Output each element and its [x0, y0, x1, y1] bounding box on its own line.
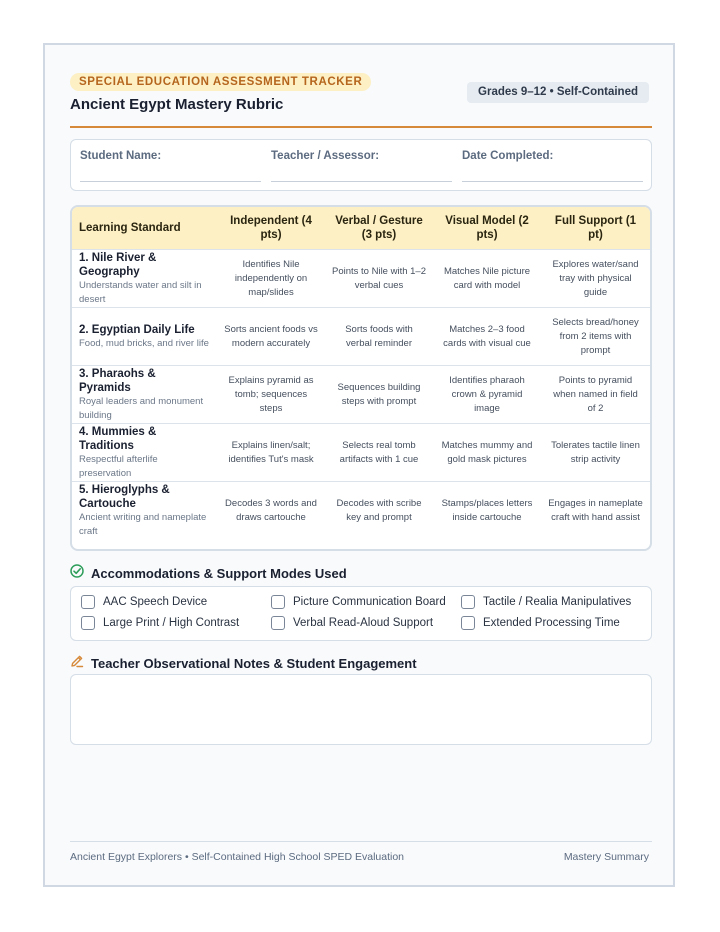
rubric-cell: Explains linen/salt; identifies Tut's mask	[217, 424, 325, 482]
header-divider	[70, 126, 652, 128]
standard-title: 5. Hieroglyphs & Cartouche	[79, 483, 170, 510]
table-row	[72, 366, 650, 424]
rubric-table	[70, 205, 652, 551]
standard-title: 2. Egyptian Daily Life	[79, 323, 195, 336]
standard-subtitle: Understands water and silt in desert	[79, 279, 202, 305]
standard-title: 3. Pharaohs & Pyramids	[79, 367, 156, 394]
table-row	[72, 424, 650, 482]
date-field[interactable]	[462, 140, 643, 190]
checkbox-extended-processing[interactable]	[461, 616, 620, 630]
checkbox[interactable]	[461, 616, 475, 630]
table-row	[72, 482, 650, 540]
rubric-cell: Selects bread/honey from 2 items with prompt	[541, 308, 650, 366]
footer-right-text: Mastery Summary	[563, 851, 649, 863]
student-name-field[interactable]	[80, 140, 261, 190]
header-standard: Learning Standard	[72, 207, 217, 250]
checkbox-label: Tactile / Realia Manipulatives	[483, 596, 632, 608]
notes-heading	[70, 654, 417, 673]
checkbox-aac-speech-device[interactable]	[81, 595, 207, 609]
checkbox-picture-communication-board[interactable]	[271, 595, 446, 609]
accommodations-title: Accommodations & Support Modes Used	[91, 566, 347, 581]
pencil-icon	[70, 654, 84, 673]
rubric-cell: Tolerates tactile linen strip activity	[541, 424, 650, 482]
checkbox[interactable]	[81, 595, 95, 609]
date-line[interactable]	[462, 181, 643, 182]
rubric-cell: Matches 2–3 food cards with visual cue	[433, 308, 541, 366]
rubric-cell: Explores water/sand tray with physical guide	[541, 250, 650, 308]
rubric-cell: Identifies pharaoh crown & pyramid image	[433, 366, 541, 424]
rubric-cell: Selects real tomb artifacts with 1 cue	[325, 424, 433, 482]
standard-cell	[72, 424, 217, 482]
standard-subtitle: Ancient writing and nameplate craft	[79, 511, 207, 537]
date-label: Date Completed:	[462, 150, 554, 162]
checkbox-label: Picture Communication Board	[293, 596, 446, 608]
standard-cell	[72, 308, 217, 366]
header-full-support: Full Support (1 pt)	[541, 207, 650, 250]
header-verbal: Verbal / Gesture (3 pts)	[325, 207, 433, 250]
notes-textarea[interactable]	[70, 674, 652, 745]
checkbox[interactable]	[81, 616, 95, 630]
table-row	[72, 250, 650, 308]
rubric-cell: Explains pyramid as tomb; sequences steps	[217, 366, 325, 424]
rubric-cell: Engages in nameplate craft with hand assist	[541, 482, 650, 540]
checkbox-verbal-read-aloud[interactable]	[271, 616, 433, 630]
rubric-cell: Decodes 3 words and draws cartouche	[217, 482, 325, 540]
footer-left-text: Ancient Egypt Explorers • Self-Contained High School SPED Evaluation	[70, 851, 405, 863]
teacher-label: Teacher / Assessor:	[271, 150, 380, 162]
standard-subtitle: Respectful afterlife preservation	[79, 453, 158, 479]
header-independent: Independent (4 pts)	[217, 207, 325, 250]
checkbox-label: Extended Processing Time	[483, 617, 620, 629]
rubric-cell: Decodes with scribe key and prompt	[325, 482, 433, 540]
rubric-cell: Points to pyramid when named in field of 2	[541, 366, 650, 424]
rubric-cell: Sorts ancient foods vs modern accurately	[217, 308, 325, 366]
table-row	[72, 308, 650, 366]
rubric-cell: Points to Nile with 1–2 verbal cues	[325, 250, 433, 308]
accommodations-heading	[70, 564, 347, 583]
standard-cell	[72, 250, 217, 308]
grade-badge: Grades 9–12 • Self-Contained	[467, 82, 649, 103]
page-title: Ancient Egypt Mastery Rubric	[70, 96, 284, 113]
rubric-cell: Stamps/places letters inside cartouche	[433, 482, 541, 540]
footer-divider	[70, 841, 652, 842]
teacher-field[interactable]	[271, 140, 452, 190]
standard-subtitle: Food, mud bricks, and river life	[79, 337, 209, 349]
checkbox[interactable]	[271, 616, 285, 630]
standard-cell	[72, 482, 217, 540]
checkbox-label: Verbal Read-Aloud Support	[293, 617, 434, 629]
rubric-cell: Sequences building steps with prompt	[325, 366, 433, 424]
standard-title: 4. Mummies & Traditions	[79, 425, 157, 452]
student-name-line[interactable]	[80, 181, 261, 182]
checkbox-label: Large Print / High Contrast	[103, 617, 240, 629]
checkbox[interactable]	[461, 595, 475, 609]
checkbox-label: AAC Speech Device	[103, 596, 208, 608]
rubric-cell: Identifies Nile independently on map/slides	[217, 250, 325, 308]
accommodations-box	[70, 586, 652, 641]
notes-title: Teacher Observational Notes & Student Engagement	[91, 656, 417, 671]
teacher-line[interactable]	[271, 181, 452, 182]
standard-title: 1. Nile River & Geography	[79, 251, 157, 278]
rubric-cell: Matches Nile picture card with model	[433, 250, 541, 308]
rubric-header-row	[72, 207, 650, 250]
student-info-box	[70, 139, 652, 191]
student-name-label: Student Name:	[80, 150, 162, 162]
standard-cell	[72, 366, 217, 424]
checkbox[interactable]	[271, 595, 285, 609]
rubric-cell: Sorts foods with verbal reminder	[325, 308, 433, 366]
tracker-tag: SPECIAL EDUCATION ASSESSMENT TRACKER	[70, 73, 371, 91]
rubric-cell: Matches mummy and gold mask pictures	[433, 424, 541, 482]
check-circle-icon	[70, 564, 84, 583]
checkbox-tactile-realia[interactable]	[461, 595, 631, 609]
assessment-page	[43, 43, 675, 887]
header-visual: Visual Model (2 pts)	[433, 207, 541, 250]
standard-subtitle: Royal leaders and monument building	[79, 395, 204, 421]
checkbox-large-print[interactable]	[81, 616, 239, 630]
